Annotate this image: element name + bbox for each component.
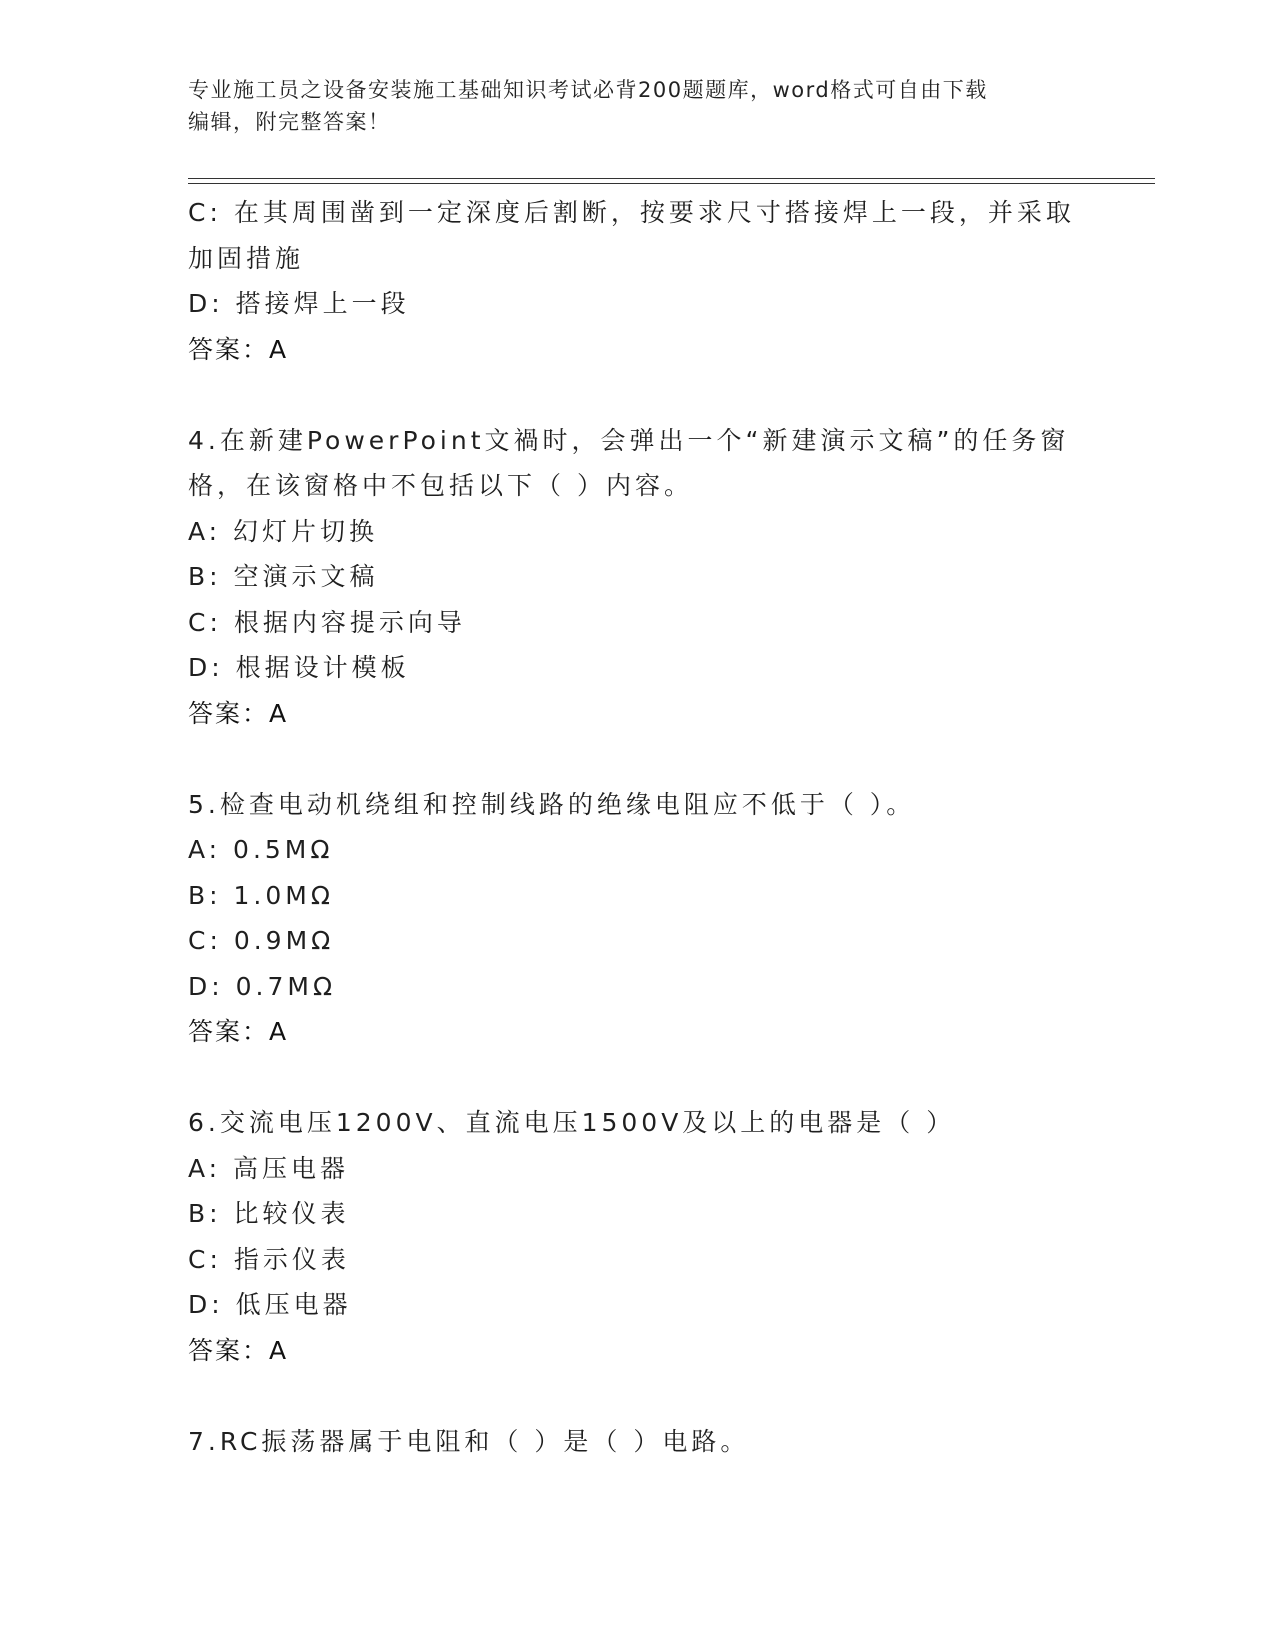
q5-option-b: B: 1.0MΩ bbox=[188, 880, 334, 910]
q5-answer: 答案：A bbox=[188, 1017, 289, 1046]
q3-option-c-line-2: 加固措施 bbox=[188, 243, 305, 273]
q6-option-d: D: 低压电器 bbox=[188, 1290, 352, 1319]
q4-option-a: A: 幻灯片切换 bbox=[188, 516, 379, 546]
question-3-tail bbox=[188, 190, 1088, 372]
q4-stem-line-1: 4.在新建PowerPoint文禍时，会弹出一个“新建演示文稿”的任务窗 bbox=[188, 425, 1070, 455]
spacer bbox=[188, 1373, 1088, 1419]
q4-answer: 答案：A bbox=[188, 698, 289, 728]
q5-option-c: C: 0.9MΩ bbox=[188, 926, 335, 955]
q7-stem: 7.RC振荡器属于电阻和（ ）是（ ）电路。 bbox=[188, 1426, 750, 1456]
question-6 bbox=[188, 1100, 1088, 1373]
q6-option-a: A: 高压电器 bbox=[188, 1153, 350, 1183]
q6-option-c: C: 指示仪表 bbox=[188, 1244, 350, 1274]
q4-option-b: B: 空演示文稿 bbox=[188, 562, 379, 591]
q4-option-d: D: 根据设计模板 bbox=[188, 653, 410, 682]
header-divider-top bbox=[188, 178, 1155, 179]
document-header bbox=[188, 74, 1068, 138]
question-5 bbox=[188, 782, 1088, 1055]
header-divider-bottom bbox=[188, 183, 1155, 184]
header-title-line-2: 编辑，附完整答案！ bbox=[188, 110, 391, 134]
spacer bbox=[188, 736, 1088, 782]
q3-answer: 答案：A bbox=[188, 334, 289, 364]
q3-option-c-line-1: C: 在其周围凿到一定深度后割断，按要求尺寸搭接焊上一段，并采取 bbox=[188, 198, 1075, 227]
question-7 bbox=[188, 1419, 1088, 1465]
q6-answer: 答案：A bbox=[188, 1335, 289, 1365]
q4-option-c: C: 根据内容提示向导 bbox=[188, 607, 466, 637]
header-title-line-1: 专业施工员之设备安装施工基础知识考试必背200题题库，word格式可自由下载 bbox=[188, 78, 988, 102]
question-list bbox=[188, 190, 1088, 1464]
question-4 bbox=[188, 418, 1088, 737]
q4-stem-line-2: 格，在该窗格中不包括以下（ ）内容。 bbox=[188, 471, 693, 500]
q6-stem: 6.交流电压1200V、直流电压1500V及以上的电器是（ ） bbox=[188, 1108, 956, 1137]
q6-option-b: B: 比较仪表 bbox=[188, 1199, 350, 1228]
spacer bbox=[188, 372, 1088, 418]
spacer bbox=[188, 1055, 1088, 1101]
q5-option-a: A: 0.5MΩ bbox=[188, 835, 334, 864]
q3-option-d: D: 搭接焊上一段 bbox=[188, 289, 410, 318]
q5-stem: 5.检查电动机绕组和控制线路的绝缘电阻应不低于（ ）。 bbox=[188, 789, 916, 819]
q5-option-d: D: 0.7MΩ bbox=[188, 971, 337, 1001]
